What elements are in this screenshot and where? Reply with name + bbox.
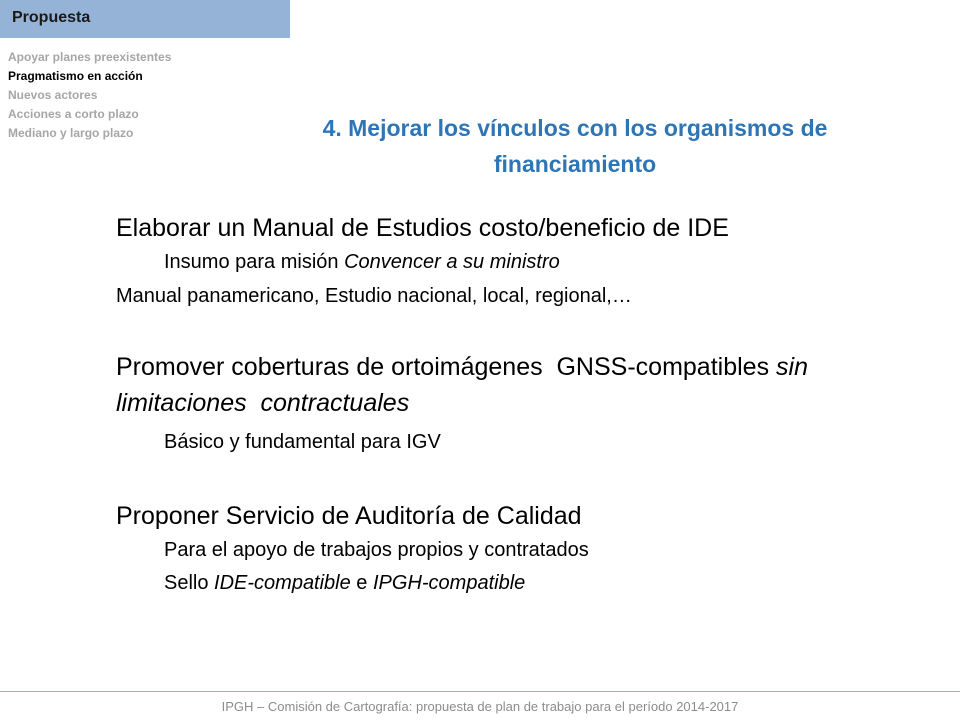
subpoint-insumo-mision xyxy=(164,250,560,274)
point-heading-text: Proponer Servicio de Auditoría de Calidad xyxy=(116,502,582,530)
footer-divider xyxy=(0,691,960,692)
section-nav xyxy=(8,48,171,143)
section-title: Propuesta xyxy=(12,9,91,26)
nav-item-pragmatismo-en-accion: Pragmatismo en acción xyxy=(8,69,143,83)
nav-item-acciones-corto-plazo: Acciones a corto plazo xyxy=(8,107,139,121)
subpoint-basico-fundamental xyxy=(164,430,441,454)
section-tab xyxy=(0,0,290,38)
subpoint-text: Insumo para misión xyxy=(164,251,345,273)
subpoint-text: Para el apoyo de trabajos propios y contratados xyxy=(164,539,589,561)
nav-item-nuevos-actores: Nuevos actores xyxy=(8,88,98,102)
nav-item-mediano-largo-plazo: Mediano y largo plazo xyxy=(8,126,134,140)
point-heading-text: Promover coberturas de ortoimágenes GNSS-compatibles xyxy=(116,353,777,381)
subpoint-manual-panamericano xyxy=(116,284,632,308)
subpoint-text: Sello xyxy=(164,572,215,594)
point-heading-manual-estudios xyxy=(116,210,936,246)
footer-text: IPGH – Comisión de Cartografía: propuesta de plan de trabajo para el período 2014-2017 xyxy=(221,699,739,714)
subpoint-sello xyxy=(164,571,525,595)
point-heading-text: Elaborar un Manual de Estudios costo/beneficio de IDE xyxy=(116,214,729,242)
slide-title: 4. Mejorar los vínculos con los organismos de financiamiento xyxy=(322,115,828,177)
nav-item-apoyar-planes-preexistentes: Apoyar planes preexistentes xyxy=(8,50,172,64)
subpoint-text: e xyxy=(350,572,373,594)
subpoint-apoyo-trabajos xyxy=(164,538,589,562)
subpoint-emphasis: Convencer a su ministro xyxy=(344,251,560,273)
subpoint-text: Manual panamericano, Estudio nacional, local, regional,… xyxy=(116,285,632,307)
point-heading-emphasis: sin limitaciones contractuales xyxy=(116,353,815,417)
subpoint-text: Básico y fundamental para IGV xyxy=(164,431,441,453)
point-heading-ortoimagenes xyxy=(116,349,936,421)
subpoint-emphasis: IDE-compatible xyxy=(214,572,351,594)
point-heading-auditoria-calidad xyxy=(116,498,936,534)
subpoint-emphasis: IPGH-compatible xyxy=(373,572,526,594)
